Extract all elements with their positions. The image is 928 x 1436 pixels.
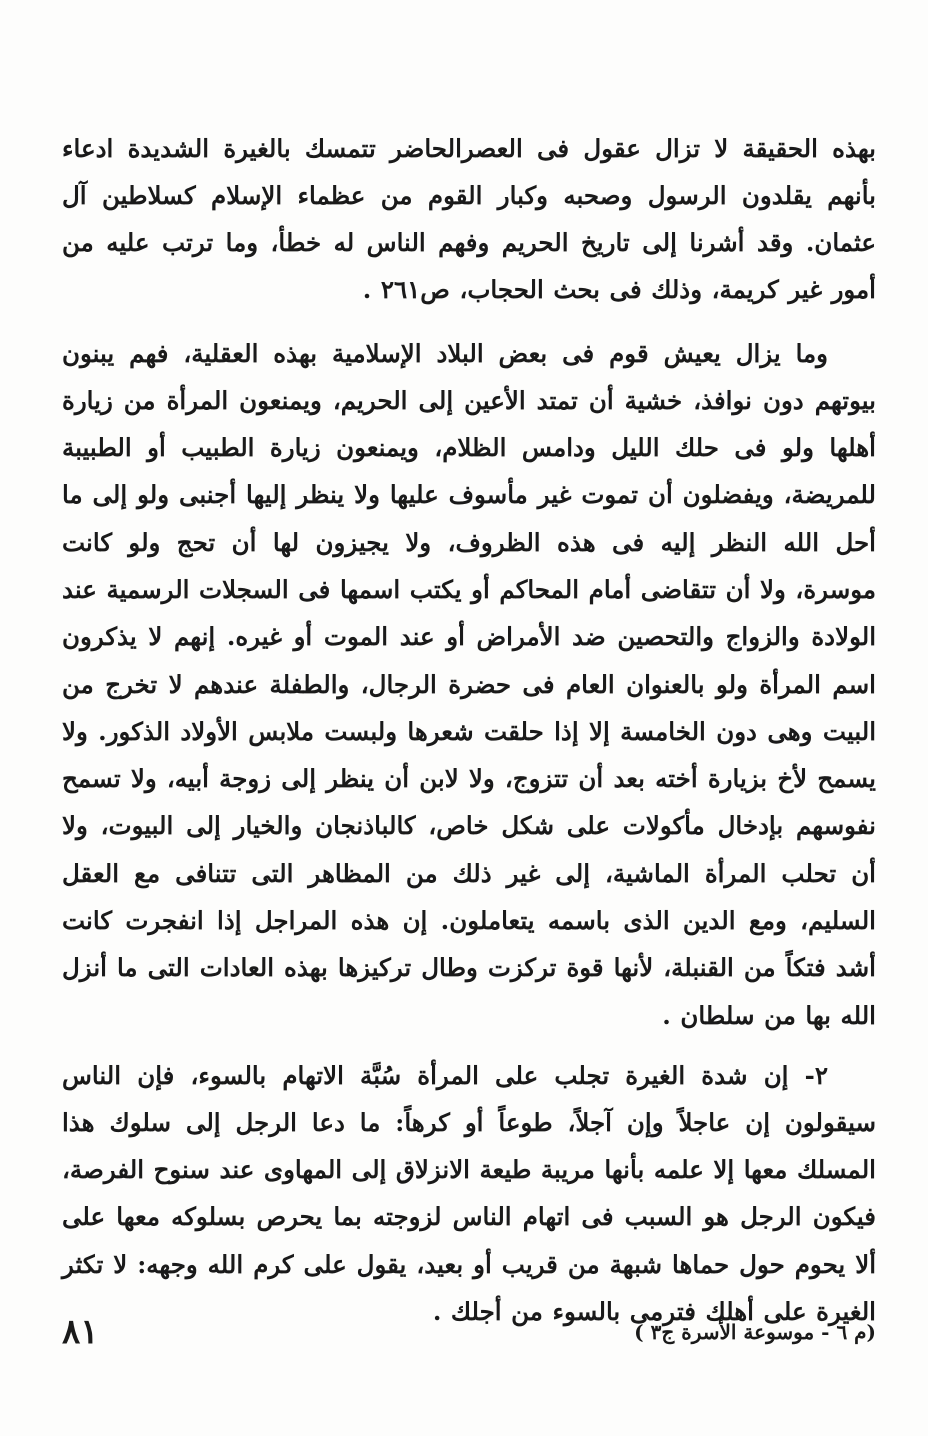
- paragraph-2: وما يزال يعيش قوم فى بعض البلاد الإسلامية بهذه العقلية، فهم يبنون بيوتهم دون نوافذ، خشية أن تمتد الأعين إلى الحريم، ويمنعون المرأة من زيارة أهلها ولو فى حلك الليل ودامس الظلام، ويمنعون زيارة الطبيب أو الطبيبة للمريضة، ويفضلون أن تموت غير مأسوف عليها ولا ينظر إليها أجنبى ولو إلى ما أحل الله النظر إليه فى هذه الظروف، ولا يجيزون لها أن تحج ولو كانت موسرة، ولا أن تتقاضى أمام المحاكم أو يكتب اسمها فى السجلات الرسمية عند الولادة والزواج والتحصين ضد الأمراض أو عند الموت أو غيره. إنهم لا يذكرون اسم المرأة ولو بالعنوان العام فى حضرة الرجال، والطفلة عندهم لا تخرج من البيت وهى دون الخامسة إلا إذا حلقت شعرها ولبست ملابس الأولاد الذكور. ولا يسمح لأخ بزيارة أخته بعد أن تتزوج، ولا لابن أن ينظر إلى زوجة أبيه، ولا تسمح نفوسهم بإدخال مأكولات على شكل خاص، كالباذنجان والخيار إلى البيوت، ولا أن تحلب المرأة الماشية، إلى غير ذلك من المظاهر التى تتنافى مع العقل السليم، ومع الدين الذى باسمه يتعاملون. إن هذه المراجل إذا انفجرت كانت أشد فتكاً من القنبلة، لأنها قوة تركزت وطال تركيزها بهذه العادات التى ما أنزل الله بها من سلطان .: [62, 338, 877, 1030]
- page-number: ٨١: [62, 1312, 99, 1352]
- paragraph-1: بهذه الحقيقة لا تزال عقول فى العصرالحاضر تتمسك بالغيرة الشديدة ادعاء بأنهم يقلدون الرسول وصحبه وكبار القوم من عظماء الإسلام كسلاطين آل عثمان. وقد أشرنا إلى تاريخ الحريم وفهم الناس له خطأ، وما ترتب عليه من أمور غير كريمة، وذلك فى بحث الحجاب، ص٢٦١ .: [62, 133, 876, 305]
- footer-reference: (م ٦ - موسوعة الأسرة ج٣ ): [634, 1320, 876, 1344]
- page-footer: [62, 1312, 876, 1362]
- paragraph-3: ٢- إن شدة الغيرة تجلب على المرأة سُبَّة الاتهام بالسوء، فإن الناس سيقولون إن عاجلاً وإن آجلاً، طوعاً أو كرهاً: ما دعا الرجل إلى سلوك هذا المسلك معها إلا علمه بأنها مريبة طيعة الانزلاق إلى المهاوى عند سنوح الفرصة، فيكون الرجل هو السبب فى اتهام الناس لزوجته بما يحرص بسلوكه معها على ألا يحوم حول حماها شبهة من قريب أو بعيد، يقول على كرم الله وجهه: لا تكثر الغيرة على أهلك فترمى بالسوء من أجلك .: [62, 1060, 876, 1326]
